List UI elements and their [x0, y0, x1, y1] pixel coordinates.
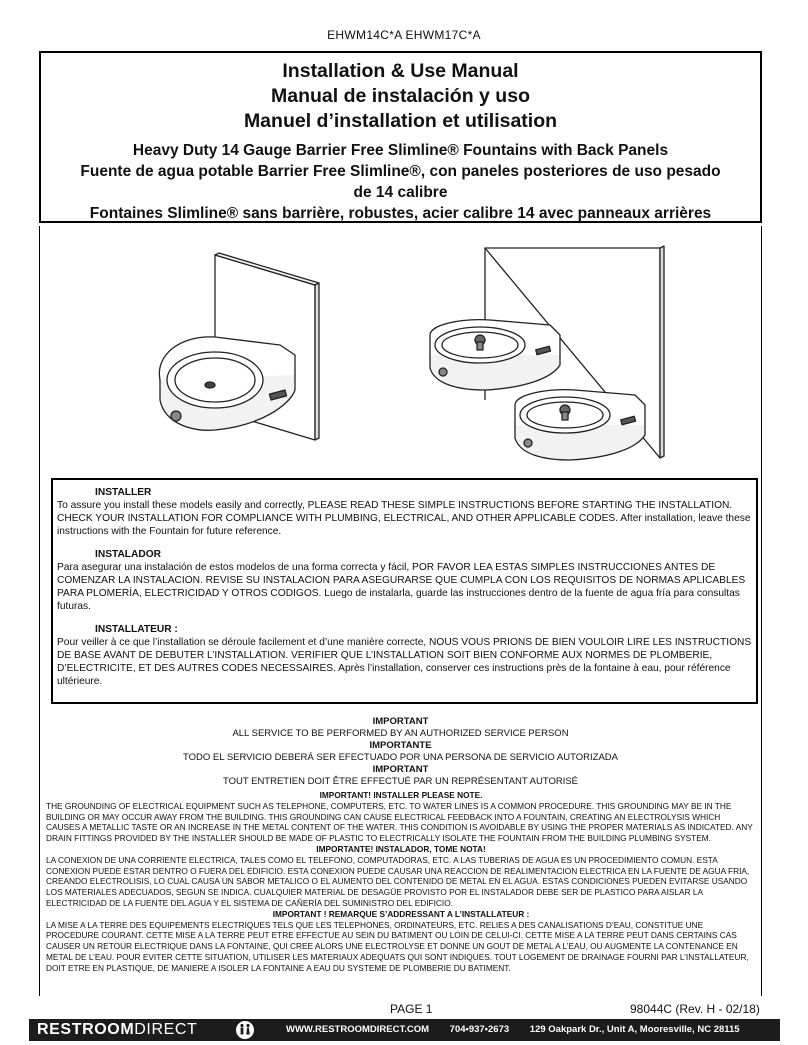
note-heading-en: IMPORTANT! INSTALLER PLEASE NOTE.	[319, 790, 483, 800]
installer-heading-es: INSTALADOR	[95, 549, 162, 560]
document-number: 98044C (Rev. H - 02/18)	[630, 1002, 760, 1016]
installer-heading-fr: INSTALLATEUR :	[95, 624, 178, 635]
installer-text-fr: Pour veiller à ce que l’installation se déroule facilement et d’une manière correcte, NOUS VOUS PRIONS DE BIEN VOULOIR LIRE LES INSTRUCTIONS DE BASE AVANT DE DEBUTER L’INSTALLATION. VERIFIER QUE L’INSTALLATION SOIT BIEN CONFORME AUX NORMES DE PLOMBERIE, D’ELECTRICITE, ET DES AUTRES CODES NECESSAIRES. Après l’installation, conserver ces instructions près de la fontaine à eau, pour référence ultérieure.	[57, 637, 752, 687]
subtitle-en: Heavy Duty 14 Gauge Barrier Free Slimline® Fountains with Back Panels	[132, 142, 669, 159]
brand-bold: RESTROOM	[37, 1021, 135, 1038]
title-en: Installation & Use Manual	[282, 60, 519, 82]
fountain-illustration	[140, 240, 680, 470]
restroom-icon	[236, 1021, 254, 1039]
important-heading-en: IMPORTANT	[372, 716, 429, 727]
dual-fountain-drawing	[430, 246, 664, 460]
note-text-es: LA CONEXION DE UNA CORRIENTE ELECTRICA, TALES COMO EL TELEFONO, COMPUTADORAS, ETC. A LAS TUBERIAS DE AGUA ES UN PROCEDIMIENTO COMUN. ESTA CONEXION PUEDE ESTAR DENTRO O FUERA DEL EDIFICIO. ESTA CONEXION PUEDE CAUSAR UNA REACCION DE REALIMENTACION ELECTRICA EN LA FUENTE DE AGUA FRIA, CREANDO ELECTROLISIS, LO CUAL CAUSA UN SABOR METALICO O EL AUMENTO DEL CONTENIDO DE METAL EN EL AGUA. ESTAS CONDICIONES PUEDEN EVITARSE USANDO LOS MATERIALES ADECUADOS, SEGUN SE INDICA. CUALQUIER MATERIAL DE DESAGÜE PROVISTO POR EL INSTALADOR DEBE SER DE PLASTICO PARA AISLAR LA ELECTRICIDAD DE LA FUENTE DEL AGUA Y EL SISTEMA DE CAÑERÍA DEL SUMINISTRO DEL EDIFICIO.	[46, 854, 750, 908]
installer-text-en: To assure you install these models easily and correctly, PLEASE READ THESE SIMPLE INSTRUCTIONS BEFORE STARTING THE INSTALLATION. CHECK YOUR INSTALLATION FOR COMPLIANCE WITH PLUMBING, ELECTRICAL, AND OTHER APPLICABLE CODES. After installation, leave these instructions with the Fountain for future reference.	[57, 500, 751, 537]
note-text-en: THE GROUNDING OF ELECTRICAL EQUIPMENT SUCH AS TELEPHONE, COMPUTERS, ETC. TO WATER LINES IS A COMMON PROCEDURE. THIS GROUNDING MAY BE IN THE BUILDING OR MAY OCCUR AWAY FROM THE BUILDING. THIS GROUNDING CAN CAUSE ELECTRICAL FEEDBACK INTO A FOUNTAIN, CREATING AN ELECTROLYSIS WHICH CAUSES A METALLIC TASTE OR AN INCREASE IN THE METAL CONTENT OF THE WATER. THIS CONDITION IS AVOIDABLE BY USING THE PROPER MATERIALS AS INDICATED. ANY DRAIN FITTINGS PROVIDED BY THE INSTALLER SHOULD BE MADE OF PLASTIC TO ELECTRICALLY ISOLATE THE FOUNTAIN FROM THE BUILDING PLUMBING SYSTEM.	[46, 800, 753, 844]
important-text-fr: TOUT ENTRETIEN DOIT ÊTRE EFFECTUÉ PAR UN REPRÉSENTANT AUTORISÉ	[222, 776, 579, 787]
title-fr: Manuel d’installation et utilisation	[243, 110, 558, 132]
brand-light: DIRECT	[134, 1021, 198, 1038]
installer-heading-en: INSTALLER	[95, 487, 152, 498]
title-block	[39, 51, 762, 223]
important-text-en: ALL SERVICE TO BE PERFORMED BY AN AUTHORIZED SERVICE PERSON	[232, 728, 569, 739]
page-number: PAGE 1	[390, 1002, 433, 1016]
note-text-fr: LA MISE A LA TERRE DES EQUIPEMENTS ELECTRIQUES TELS QUE LES TELEPHONES, ORDINATEURS, ETC. RELIES A DES CANALISATIONS D’EAU, CONSTITUE UNE PROCEDURE COURANT. CETTE MISE A LA TERRE PEUT ETRE EFFECTUE AU SEIN DU BATIMENT OU LOIN DE CELUI-CI. CETTE MISE A LA TERRE PEUT DANS CERTAINS CAS CAUSER UN RETOUR ELECTRIQUE DANS LA FONTAINE, QUI CREE ALORS UNE ELECTROLYSE ET DONNE UN GOUT DE METAL A L’EAU, OU AUGMENTE LA CONTENANCE EN METAL DE L’EAU. POUR EVITER CETTE SITUATION, UTILISER LES MATERIAUX ADEQUATS QUI SONT INDIQUES. TOUT LOGEMENT DE DRAINAGE FOURNI PAR L’INSTALLATEUR, DOIT ETRE EN PLASTIQUE, DE MANIERE A ISOLER LA FONTAINE A EAU DU SYSTEME DE PLOMBERIE DU BATIMENT.	[46, 919, 749, 973]
subtitle-es: Fuente de agua potable Barrier Free Slimline®, con paneles posteriores de uso pesado	[80, 163, 721, 180]
single-fountain-drawing	[159, 253, 319, 440]
installer-text-es: Para asegurar una instalación de estos modelos de una forma correcta y fácil, POR FAVOR LEA ESTAS SIMPLES INSTRUCCIONES ANTES DE COMENZAR LA INSTALACION. REVISE SU INSTALACION PARA ASEGURARSE QUE CUMPLA CON LOS REQUISITOS DE NORMAS APLICABLES PARA PLOMERÍA, ELECTRICIDAD Y OTROS CODIGOS. Luego de instalarla, guarde las instrucciones dentro de la fuente de agua fría para consultas futuras.	[57, 562, 746, 612]
footer-bar	[29, 1019, 780, 1041]
address: 129 Oakpark Dr., Unit A, Mooresville, NC 28115	[529, 1024, 740, 1035]
brand-logo	[37, 1021, 197, 1039]
model-numbers: EHWM14C*A EHWM17C*A	[327, 28, 481, 42]
note-heading-fr: IMPORTANT ! REMARQUE S’ADDRESSANT A L’INSTALLATEUR :	[272, 908, 530, 919]
contact-info	[286, 1024, 758, 1035]
important-heading-es: IMPORTANTE	[369, 740, 432, 751]
phone-number: 704•937•2673	[449, 1024, 510, 1035]
note-heading-es: IMPORTANTE! INSTALADOR, TOME NOTA!	[316, 843, 486, 854]
important-heading-fr: IMPORTANT	[372, 764, 429, 775]
installer-notice	[51, 478, 758, 704]
important-text-es: TODO EL SERVICIO DEBERÁ SER EFECTUADO POR UNA PERSONA DE SERVICIO AUTORIZADA	[183, 752, 618, 763]
important-service-notice	[39, 716, 762, 788]
title-es: Manual de instalación y uso	[271, 85, 530, 107]
subtitle-fr: Fontaines Slimline® sans barrière, robustes, acier calibre 14 avec panneaux arrières	[89, 205, 712, 222]
website-link[interactable]: WWW.RESTROOMDIRECT.COM	[286, 1024, 430, 1035]
grounding-notes	[46, 790, 756, 974]
subtitle-es-cont: de 14 calibre	[353, 184, 448, 201]
